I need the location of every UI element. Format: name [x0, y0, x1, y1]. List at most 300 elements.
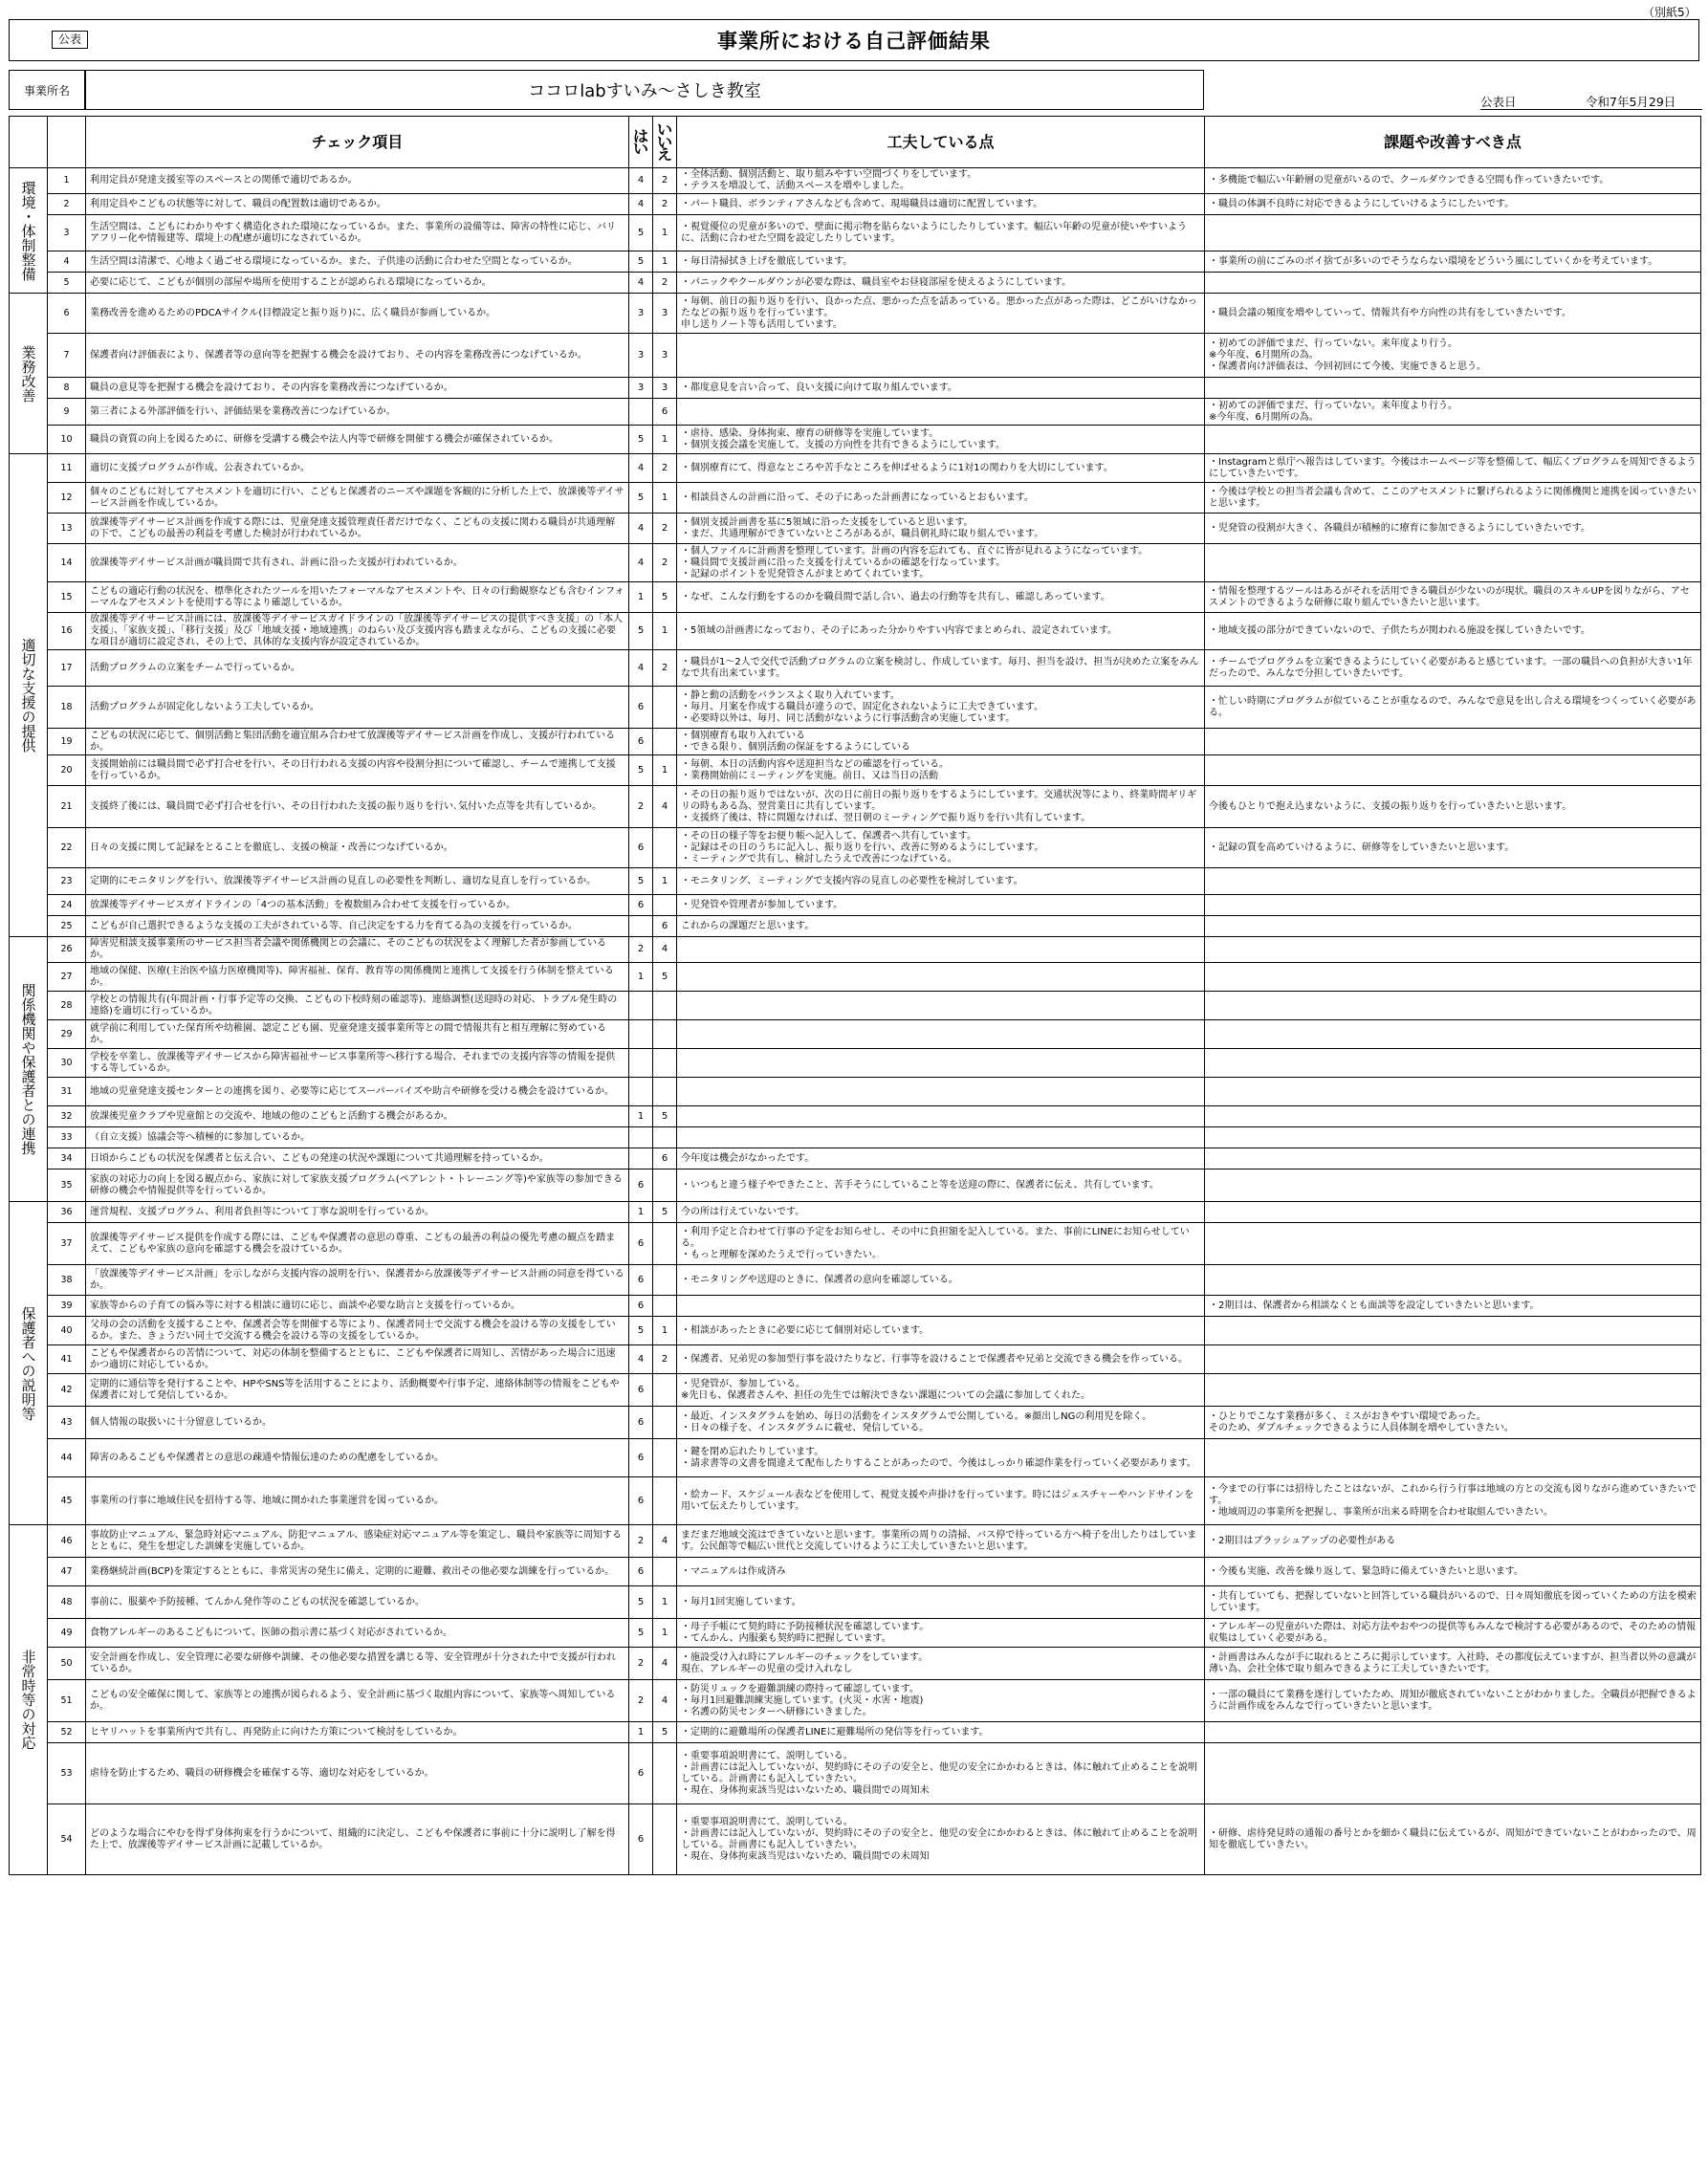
effort-text: ・相談があったときに必要に応じて個別対応しています。	[677, 1317, 1205, 1345]
yes-count: 5	[629, 868, 653, 895]
yes-count	[629, 1049, 653, 1078]
row-number: 40	[48, 1317, 86, 1345]
yes-count: 5	[629, 755, 653, 786]
check-item: こどもの状況に応じて、個別活動と集団活動を適宜組み合わせて放課後等デイサービス計画を作成し、支援が行われているか。	[86, 729, 629, 755]
check-item: 就学前に利用していた保育所や幼稚園、認定こども園、児童発達支援事業所等との間で情報共有と相互理解に努めているか。	[86, 1020, 629, 1049]
row-number: 33	[48, 1127, 86, 1148]
effort-text: ・施設受け入れ時にアレルギーのチェックをしています。 現在、アレルギーの児童の受け入れなし	[677, 1648, 1205, 1680]
no-count: 5	[653, 1202, 677, 1223]
effort-text: ・絵カード、スケジュール表などを使用して、視覚支援や声掛けを行っています。時にはジェスチャーやハンドサインを用いて伝えたりしています。	[677, 1477, 1205, 1525]
issue-text	[1205, 992, 1701, 1020]
row-number: 13	[48, 514, 86, 544]
table-row	[10, 251, 1701, 273]
table-row	[10, 378, 1701, 399]
table-row	[10, 334, 1701, 378]
table-row	[10, 1407, 1701, 1439]
row-number: 50	[48, 1648, 86, 1680]
yes-count	[629, 1127, 653, 1148]
no-count	[653, 1477, 677, 1525]
no-count: 4	[653, 786, 677, 828]
row-number: 28	[48, 992, 86, 1020]
no-count	[653, 1558, 677, 1586]
check-item: 地域の児童発達支援センターとの連携を図り、必要等に応じてスーパーバイズや助言や研修を受ける機会を設けているか。	[86, 1078, 629, 1106]
row-number: 46	[48, 1525, 86, 1558]
issue-text	[1205, 1743, 1701, 1804]
yes-count: 6	[629, 895, 653, 916]
section-label: 適切な支援の提供	[10, 454, 48, 937]
row-number: 15	[48, 582, 86, 613]
row-number: 48	[48, 1586, 86, 1619]
yes-count: 4	[629, 544, 653, 582]
table-row	[10, 399, 1701, 426]
yes-count: 4	[629, 273, 653, 294]
check-item: 事業所の行事に地域住民を招待する等、地域に開かれた事業運営を図っているか。	[86, 1477, 629, 1525]
table-row	[10, 514, 1701, 544]
row-number: 2	[48, 194, 86, 215]
yes-count	[629, 399, 653, 426]
yes-count: 6	[629, 1804, 653, 1875]
table-row	[10, 1743, 1701, 1804]
yes-count: 2	[629, 786, 653, 828]
issue-text	[1205, 1049, 1701, 1078]
table-row	[10, 483, 1701, 514]
effort-text: ・個別療育にて、得意なところや苦手なところを伸ばせるように1対1の関わりを大切にしています。	[677, 454, 1205, 483]
effort-text: ・個別療育も取り入れている ・できる限り、個別活動の保証をするようにしている	[677, 729, 1205, 755]
yes-count: 3	[629, 294, 653, 334]
no-count: 1	[653, 1317, 677, 1345]
row-number: 31	[48, 1078, 86, 1106]
effort-text	[677, 1078, 1205, 1106]
check-item: 学校との情報共有(年間計画・行事予定等の交換、こどもの下校時刻の確認等)、連絡調整(送迎時の対応、トラブル発生時の連絡)を適切に行っているか。	[86, 992, 629, 1020]
yes-count: 2	[629, 937, 653, 963]
no-count: 4	[653, 937, 677, 963]
effort-text: ・防災リュックを避難訓練の際持って確認しています。 ・毎月1回避難訓練実施しています。(火災・水害・地震) ・名護の防災センターへ研修にいきました。	[677, 1680, 1205, 1722]
effort-text: ・その日の様子等をお便り帳へ記入して、保護者へ共有しています。 ・記録はその日のうちに記入し、振り返りを行い、改善に努めるようにしています。 ・ミーティングで共有し、検討したうえで改善につなげている。	[677, 828, 1205, 868]
issue-text	[1205, 1106, 1701, 1127]
table-row	[10, 786, 1701, 828]
table-row	[10, 1020, 1701, 1049]
effort-text: これからの課題だと思います。	[677, 916, 1205, 937]
effort-text: ・児発管が、参加している。 ※先日も、保護者さんや、担任の先生では解決できない課題についての会議に参加してくれた。	[677, 1374, 1205, 1407]
effort-text: ・保護者、兄弟児の参加型行事を設けたりなど、行事等を設けることで保護者や兄弟と交流できる機会を作っている。	[677, 1345, 1205, 1374]
check-item: 家族の対応力の向上を図る観点から、家族に対して家族支援プログラム(ペアレント・トレーニング等)や家族等の参加できる研修の機会や情報提供等を行っているか。	[86, 1169, 629, 1202]
no-count	[653, 992, 677, 1020]
effort-text: ・虐待、感染、身体拘束、療育の研修等を実施しています。 ・個別支援会議を実施して、支援の方向性を共有できるようにしています。	[677, 426, 1205, 454]
effort-text: ・マニュアルは作成済み	[677, 1558, 1205, 1586]
office-name: ココロlabすいみ～さしき教室	[85, 70, 1204, 110]
yes-count: 6	[629, 1296, 653, 1317]
yes-count: 6	[629, 1169, 653, 1202]
effort-text: ・いつもと違う様子やできたこと、苦手そうにしていること等を送迎の際に、保護者に伝え、共有しています。	[677, 1169, 1205, 1202]
yes-count: 2	[629, 1525, 653, 1558]
row-number: 54	[48, 1804, 86, 1875]
evaluation-table	[9, 116, 1701, 1875]
issue-text	[1205, 1078, 1701, 1106]
yes-count	[629, 1078, 653, 1106]
yes-count: 5	[629, 483, 653, 514]
row-number: 35	[48, 1169, 86, 1202]
row-number: 5	[48, 273, 86, 294]
row-number: 16	[48, 613, 86, 650]
effort-text: ・個別支援計画書を基に5領域に沿った支援をしていると思います。 ・まだ、共通理解ができていないところがあるが、職員朝礼時に取り組んでいます。	[677, 514, 1205, 544]
issue-text	[1205, 1374, 1701, 1407]
check-item: 日頃からこどもの状況を保護者と伝え合い、こどもの発達の状況や課題について共通理解を持っているか。	[86, 1148, 629, 1169]
no-count: 2	[653, 1345, 677, 1374]
row-number: 3	[48, 215, 86, 251]
check-item: こどもの安全確保に関して、家族等との連携が図られるよう、安全計画に基づく取組内容について、家族等へ周知しているか。	[86, 1680, 629, 1722]
no-count: 1	[653, 426, 677, 454]
check-item: こどもの適応行動の状況を、標準化されたツールを用いたフォーマルなアセスメントや、日々の行動観察なども含むインフォーマルなアセスメントを使用する等により確認しているか。	[86, 582, 629, 613]
issue-text: ・記録の質を高めていけるように、研修等をしていきたいと思います。	[1205, 828, 1701, 868]
effort-header: 工夫している点	[677, 117, 1205, 168]
table-row	[10, 1439, 1701, 1477]
section-label: 非常時等の対応	[10, 1525, 48, 1875]
row-number: 8	[48, 378, 86, 399]
no-count: 2	[653, 544, 677, 582]
no-count: 2	[653, 168, 677, 194]
no-count: 3	[653, 334, 677, 378]
row-number: 45	[48, 1477, 86, 1525]
yes-count	[629, 992, 653, 1020]
table-row	[10, 1049, 1701, 1078]
no-count: 6	[653, 916, 677, 937]
row-number: 22	[48, 828, 86, 868]
check-item: 個々のこどもに対してアセスメントを適切に行い、こどもと保護者のニーズや課題を客観的に分析した上で、放課後等デイサービス計画を作成しているか。	[86, 483, 629, 514]
check-item: 第三者による外部評価を行い、評価結果を業務改善につなげているか。	[86, 399, 629, 426]
table-row	[10, 613, 1701, 650]
table-row	[10, 1619, 1701, 1648]
issue-text: ・今後は学校との担当者会議も含めて、ここのアセスメントに繋げられるように関係機関と連携を図っていきたいと思います。	[1205, 483, 1701, 514]
row-number: 53	[48, 1743, 86, 1804]
issue-text	[1205, 963, 1701, 992]
effort-text	[677, 1020, 1205, 1049]
issue-text	[1205, 1020, 1701, 1049]
no-count: 2	[653, 454, 677, 483]
yes-count: 6	[629, 1477, 653, 1525]
section-label: 業務改善	[10, 294, 48, 454]
yes-count: 1	[629, 1722, 653, 1743]
check-item: 放課後等デイサービス計画が職員間で共有され、計画に沿った支援が行われているか。	[86, 544, 629, 582]
check-item: 障害児相談支援事業所のサービス担当者会議や関係機関との会議に、そのこどもの状況をよく理解した者が参画しているか。	[86, 937, 629, 963]
no-count: 4	[653, 1680, 677, 1722]
check-item: 障害のあるこどもや保護者との意思の疎通や情報伝達のための配慮をしているか。	[86, 1439, 629, 1477]
check-item: 事前に、服薬や予防接種、てんかん発作等のこどもの状況を確認しているか。	[86, 1586, 629, 1619]
issue-text: ・ひとりでこなす業務が多く、ミスがおきやすい環境であった。 そのため、ダブルチェックできるように人員体制を増やしていきたい。	[1205, 1407, 1701, 1439]
issue-text	[1205, 868, 1701, 895]
yes-count: 6	[629, 1265, 653, 1296]
no-count	[653, 1020, 677, 1049]
effort-text: ・なぜ、こんな行動をするのかを職員間で話し合い、過去の行動等を共有し、確認しあっています。	[677, 582, 1205, 613]
check-item: 活動プログラムの立案をチームで行っているか。	[86, 650, 629, 687]
check-item: 支援開始前には職員間で必ず打合せを行い、その日行われる支援の内容や役割分担について確認し、チームで連携して支援を行っているか。	[86, 755, 629, 786]
publish-date-field	[1480, 93, 1702, 110]
no-count	[653, 828, 677, 868]
no-count: 1	[653, 1586, 677, 1619]
public-badge: 公表	[52, 31, 88, 49]
effort-text: ・パート職員、ボランティアさんなども含めて、現場職員は適切に配置しています。	[677, 194, 1205, 215]
effort-text	[677, 334, 1205, 378]
check-item: 放課後等デイサービス計画には、放課後等デイサービスガイドラインの「放課後等デイサービスの提供すべき支援」の「本人支援」、「家族支援」、「移行支援」及び「地域支援・地域連携」のねらい及び支援内容も踏まえながら、こどもの支援に必要な項目が適切に設定され、その上で、具体的な支援内容が設定されているか。	[86, 613, 629, 650]
no-count: 1	[653, 483, 677, 514]
no-count: 1	[653, 755, 677, 786]
issue-text: 今後もひとりで抱え込まないように、支援の振り返りを行っていきたいと思います。	[1205, 786, 1701, 828]
row-number: 29	[48, 1020, 86, 1049]
yes-count: 5	[629, 1317, 653, 1345]
table-row	[10, 1680, 1701, 1722]
table-row	[10, 687, 1701, 729]
issue-text: ・2期目はブラッシュアップの必要性がある	[1205, 1525, 1701, 1558]
issue-text: ・事業所の前にごみのポイ捨てが多いのでそうならない環境をどういう風にしていくかを考えています。	[1205, 251, 1701, 273]
yes-count: 4	[629, 194, 653, 215]
effort-text	[677, 399, 1205, 426]
issue-text: ・一部の職員にて業務を遂行していたため、周知が徹底されていないことがわかりました。全職員が把握できるように計画作成をみんなで行っていきたいと思います。	[1205, 1680, 1701, 1722]
check-item: 個人情報の取扱いに十分留意しているか。	[86, 1407, 629, 1439]
effort-text: ・全体活動、個別活動と、取り組みやすい空間づくりをしています。 ・テラスを増設して、活動スペースを増やしました。	[677, 168, 1205, 194]
annex-note: （別紙5）	[1643, 6, 1697, 19]
effort-text: ・母子手帳にて契約時に予防接種状況を確認しています。 ・てんかん、内服薬も契約時に把握しています。	[677, 1619, 1205, 1648]
issue-text: ・計画書はみんなが手に取れるところに掲示しています。入社時、その都度伝えていますが、担当者以外の意識が薄い為、会社全体で取り組みできるように工夫していきたいです。	[1205, 1648, 1701, 1680]
issue-text	[1205, 1345, 1701, 1374]
no-count: 2	[653, 194, 677, 215]
check-item: 利用定員やこどもの状態等に対して、職員の配置数は適切であるか。	[86, 194, 629, 215]
effort-text: ・視覚優位の児童が多いので、壁面に掲示物を貼らないようにしたりしています。幅広い年齢の児童が使いやすいように、活動に合わせた空間を設定したりしています。	[677, 215, 1205, 251]
issue-text: ・初めての評価でまだ、行っていない。来年度より行う。 ※今年度、6月開所の為。 ・保護者向け評価表は、今回初回にて今後、実施できると思う。	[1205, 334, 1701, 378]
yes-count: 5	[629, 426, 653, 454]
no-count	[653, 1804, 677, 1875]
issue-text	[1205, 1317, 1701, 1345]
issue-text: ・初めての評価でまだ、行っていない。来年度より行う。 ※今年度、6月開所の為。	[1205, 399, 1701, 426]
table-row	[10, 544, 1701, 582]
yes-count: 6	[629, 1558, 653, 1586]
row-number: 23	[48, 868, 86, 895]
table-row	[10, 1558, 1701, 1586]
check-item: 保護者向け評価表により、保護者等の意向等を把握する機会を設けており、その内容を業務改善につなげているか。	[86, 334, 629, 378]
table-row	[10, 963, 1701, 992]
yes-count: 1	[629, 963, 653, 992]
table-body	[10, 168, 1701, 1875]
check-item: 放課後等デイサービス提供を作成する際には、こどもや保護者の意思の尊重、こどもの最善の利益の優先考慮の観点を踏まえて、こどもや家族の意向を確認する機会を設けているか。	[86, 1223, 629, 1265]
row-number: 21	[48, 786, 86, 828]
check-item: 職員の資質の向上を図るために、研修を受講する機会や法人内等で研修を開催する機会が確保されているか。	[86, 426, 629, 454]
no-count: 6	[653, 399, 677, 426]
effort-text	[677, 963, 1205, 992]
issue-text	[1205, 378, 1701, 399]
issue-text	[1205, 273, 1701, 294]
check-item: 虐待を防止するため、職員の研修機会を確保する等、適切な対応をしているか。	[86, 1743, 629, 1804]
no-count	[653, 1265, 677, 1296]
row-number: 52	[48, 1722, 86, 1743]
no-count: 2	[653, 650, 677, 687]
check-item: 定期的に通信等を発行することや、HPやSNS等を活用することにより、活動概要や行事予定、連絡体制等の情報をこどもや保護者に対して発信しているか。	[86, 1374, 629, 1407]
effort-text: ・5領域の計画書になっており、その子にあった分かりやすい内容でまとめられ、設定されています。	[677, 613, 1205, 650]
issue-text	[1205, 1148, 1701, 1169]
no-count: 5	[653, 1106, 677, 1127]
check-item: こどもが自己選択できるような支援の工夫がされている等、自己決定をする力を育てる為の支援を行っているか。	[86, 916, 629, 937]
effort-text: ・最近、インスタグラムを始め、毎日の活動をインスタグラムで公開している。※顔出しNGの利用児を除く。 ・日々の様子を、インスタグラムに載せ、発信している。	[677, 1407, 1205, 1439]
no-count: 1	[653, 613, 677, 650]
check-item: 日々の支援に関して記録をとることを徹底し、支援の検証・改善につなげているか。	[86, 828, 629, 868]
yes-count: 1	[629, 582, 653, 613]
yes-count: 3	[629, 334, 653, 378]
row-number: 19	[48, 729, 86, 755]
yes-count: 4	[629, 454, 653, 483]
yes-count: 6	[629, 1407, 653, 1439]
yes-count: 6	[629, 1743, 653, 1804]
no-count	[653, 1374, 677, 1407]
check-item: 適切に支援プログラムが作成、公表されているか。	[86, 454, 629, 483]
no-count: 4	[653, 1648, 677, 1680]
no-count: 1	[653, 215, 677, 251]
table-row	[10, 650, 1701, 687]
row-number: 42	[48, 1374, 86, 1407]
effort-text: ・パニックやクールダウンが必要な際は、職員室やお昼寝部屋を使えるようにしています。	[677, 273, 1205, 294]
table-row	[10, 895, 1701, 916]
table-row	[10, 273, 1701, 294]
table-row	[10, 729, 1701, 755]
issue-text: ・今までの行事には招待したことはないが、これから行う行事は地域の方との交流も図りながら進めていきたいです。 ・地域周辺の事業所を把握し、事業所が出来る時期を合わせ取組んでいきたい。	[1205, 1477, 1701, 1525]
no-count: 6	[653, 1148, 677, 1169]
table-row	[10, 1078, 1701, 1106]
number-header-cell	[48, 117, 86, 168]
row-number: 41	[48, 1345, 86, 1374]
table-row	[10, 1148, 1701, 1169]
issue-text	[1205, 916, 1701, 937]
table-row	[10, 937, 1701, 963]
yes-count: 4	[629, 514, 653, 544]
row-number: 44	[48, 1439, 86, 1477]
check-item: 「放課後等デイサービス計画」を示しながら支援内容の説明を行い、保護者から放課後等デイサービス計画の同意を得ているか。	[86, 1265, 629, 1296]
row-number: 7	[48, 334, 86, 378]
issue-text	[1205, 1265, 1701, 1296]
yes-count: 2	[629, 1648, 653, 1680]
check-item: ヒヤリハットを事業所内で共有し、再発防止に向けた方策について検討をしているか。	[86, 1722, 629, 1743]
no-count	[653, 895, 677, 916]
section-label: 保護者への説明等	[10, 1202, 48, 1525]
no-count	[653, 1049, 677, 1078]
effort-text: ・その日の振り返りではないが、次の日に前日の振り返りをするようにしています。交通状況等により、終業時間ギリギリの時もある為、翌営業日に共有しています。 ・支援終了後は、特に問題なければ、翌日朝のミーティングで振り返りを行い共有しています。	[677, 786, 1205, 828]
issue-text	[1205, 544, 1701, 582]
effort-text: 今の所は行えていないです。	[677, 1202, 1205, 1223]
yes-count: 4	[629, 168, 653, 194]
yes-count: 6	[629, 687, 653, 729]
row-number: 34	[48, 1148, 86, 1169]
effort-text: ・毎日清掃拭き上げを徹底しています。	[677, 251, 1205, 273]
yes-count	[629, 916, 653, 937]
no-count: 5	[653, 582, 677, 613]
table-row	[10, 1648, 1701, 1680]
effort-text: ・毎朝、前日の振り返りを行い、良かった点、悪かった点を話あっている。悪かった点があった際は、どこがいけなかったなどの振り返りを行っています。 申し送りノート等も活用しています。	[677, 294, 1205, 334]
effort-text: ・モニタリング、ミーティングで支援内容の見直しの必要性を検討しています。	[677, 868, 1205, 895]
yes-count: 6	[629, 1439, 653, 1477]
issue-text: ・忙しい時期にプログラムが似ていることが重なるので、みんなで意見を出し合える環境をつくっていく必要がある。	[1205, 687, 1701, 729]
row-number: 18	[48, 687, 86, 729]
table-row	[10, 1169, 1701, 1202]
table-row	[10, 1722, 1701, 1743]
row-number: 9	[48, 399, 86, 426]
no-count	[653, 1127, 677, 1148]
effort-text: 今年度は機会がなかったです。	[677, 1148, 1205, 1169]
section-label: 環境・体制整備	[10, 168, 48, 294]
effort-text	[677, 992, 1205, 1020]
effort-text: ・児発管や管理者が参加しています。	[677, 895, 1205, 916]
issue-text	[1205, 895, 1701, 916]
effort-text: ・相談員さんの計画に沿って、その子にあった計画書になっているとおもいます。	[677, 483, 1205, 514]
row-number: 39	[48, 1296, 86, 1317]
row-number: 51	[48, 1680, 86, 1722]
table-row	[10, 426, 1701, 454]
no-count: 1	[653, 868, 677, 895]
table-row	[10, 294, 1701, 334]
check-item: 運営規程、支援プログラム、利用者負担等について丁寧な説明を行っているか。	[86, 1202, 629, 1223]
row-number: 49	[48, 1619, 86, 1648]
effort-text	[677, 1127, 1205, 1148]
table-row	[10, 454, 1701, 483]
check-item: 業務継続計画(BCP)を策定するとともに、非常災害の発生に備え、定期的に避難、救出その他必要な訓練を行っているか。	[86, 1558, 629, 1586]
issue-text: ・チームでプログラムを立案できるようにしていく必要があると感じています。一部の職員への負担が大きい1年だったので、みんなで分担していきたいです。	[1205, 650, 1701, 687]
effort-text	[677, 1106, 1205, 1127]
effort-text: ・鍵を閉め忘れたりしています。 ・請求書等の文書を間違えて配布したりすることがあったので、今後はしっかり確認作業を行っていく必要があります。	[677, 1439, 1205, 1477]
yes-header: はい	[629, 117, 653, 168]
row-number: 25	[48, 916, 86, 937]
row-number: 36	[48, 1202, 86, 1223]
yes-count: 6	[629, 828, 653, 868]
no-count: 3	[653, 294, 677, 334]
issue-text	[1205, 426, 1701, 454]
row-number: 1	[48, 168, 86, 194]
effort-text: ・利用予定と合わせて行事の予定をお知らせし、その中に負担額を記入している。また、事前にLINEにお知らせしている。 ・もっと理解を深めたうえで行っていきたい。	[677, 1223, 1205, 1265]
effort-text	[677, 937, 1205, 963]
check-item: 事故防止マニュアル、緊急時対応マニュアル、防犯マニュアル、感染症対応マニュアル等を策定し、職員や家族等に周知するとともに、発生を想定した訓練を実施しているか。	[86, 1525, 629, 1558]
row-number: 11	[48, 454, 86, 483]
title-box	[9, 19, 1699, 61]
effort-text: ・静と動の活動をバランスよく取り入れています。 ・毎月、月案を作成する職員が違うので、固定化されないように工夫できています。 ・必要時以外は、毎月、同じ活動がないように行事活動含め実施しています。	[677, 687, 1205, 729]
no-count: 4	[653, 1525, 677, 1558]
check-item: 放課後等デイサービス計画を作成する際には、児童発達支援管理責任者だけでなく、こどもの支援に関わる職員が共通理解の下で、こどもの最善の利益を考慮した検討が行われているか。	[86, 514, 629, 544]
no-header: いいえ	[653, 117, 677, 168]
yes-count: 1	[629, 1202, 653, 1223]
no-count	[653, 1439, 677, 1477]
row-number: 20	[48, 755, 86, 786]
table-row	[10, 916, 1701, 937]
check-item: 生活空間は、こどもにわかりやすく構造化された環境になっているか。また、事業所の設備等は、障害の特性に応じ、バリアフリー化や情報建等、環境上の配慮が適切になされているか。	[86, 215, 629, 251]
no-count	[653, 687, 677, 729]
no-count	[653, 1743, 677, 1804]
row-number: 27	[48, 963, 86, 992]
check-item: 活動プログラムが固定化しないよう工夫しているか。	[86, 687, 629, 729]
table-row	[10, 755, 1701, 786]
no-count	[653, 1223, 677, 1265]
check-item: 放課後児童クラブや児童館との交流や、地域の他のこどもと活動する機会があるか。	[86, 1106, 629, 1127]
row-number: 4	[48, 251, 86, 273]
no-count	[653, 1407, 677, 1439]
issue-text: ・Instagramと県庁へ報告はしています。今後はホームページ等を整備して、幅広くプログラムを周知できるようにしていきたいです。	[1205, 454, 1701, 483]
table-row	[10, 1223, 1701, 1265]
yes-count: 4	[629, 1345, 653, 1374]
check-item: 支援終了後には、職員間で必ず打合せを行い、その日行われた支援の振り返りを行い､気付いた点等を共有しているか。	[86, 786, 629, 828]
table-row	[10, 1265, 1701, 1296]
row-number: 24	[48, 895, 86, 916]
table-row	[10, 1586, 1701, 1619]
table-row	[10, 194, 1701, 215]
effort-text: まだまだ地域交流はできていないと思います。事業所の周りの清掃、バス停で待っている方へ椅子を出したりはしています。公民館等で幅広い世代と交流していけるように工夫していきたいと思います。	[677, 1525, 1205, 1558]
issue-text: ・アレルギーの児童がいた際は、対応方法やおやつの提供等もみんなで検討する必要があるので、そのための情報収集はしていく必要がある。	[1205, 1619, 1701, 1648]
section-header-cell	[10, 117, 48, 168]
check-item: どのような場合にやむを得ず身体拘束を行うかについて、組織的に決定し、こどもや保護者に事前に十分に説明し了解を得た上で、放課後等デイサービス計画に記載しているか。	[86, 1804, 629, 1875]
table-row	[10, 868, 1701, 895]
no-count: 2	[653, 273, 677, 294]
issue-text	[1205, 215, 1701, 251]
yes-count: 5	[629, 251, 653, 273]
